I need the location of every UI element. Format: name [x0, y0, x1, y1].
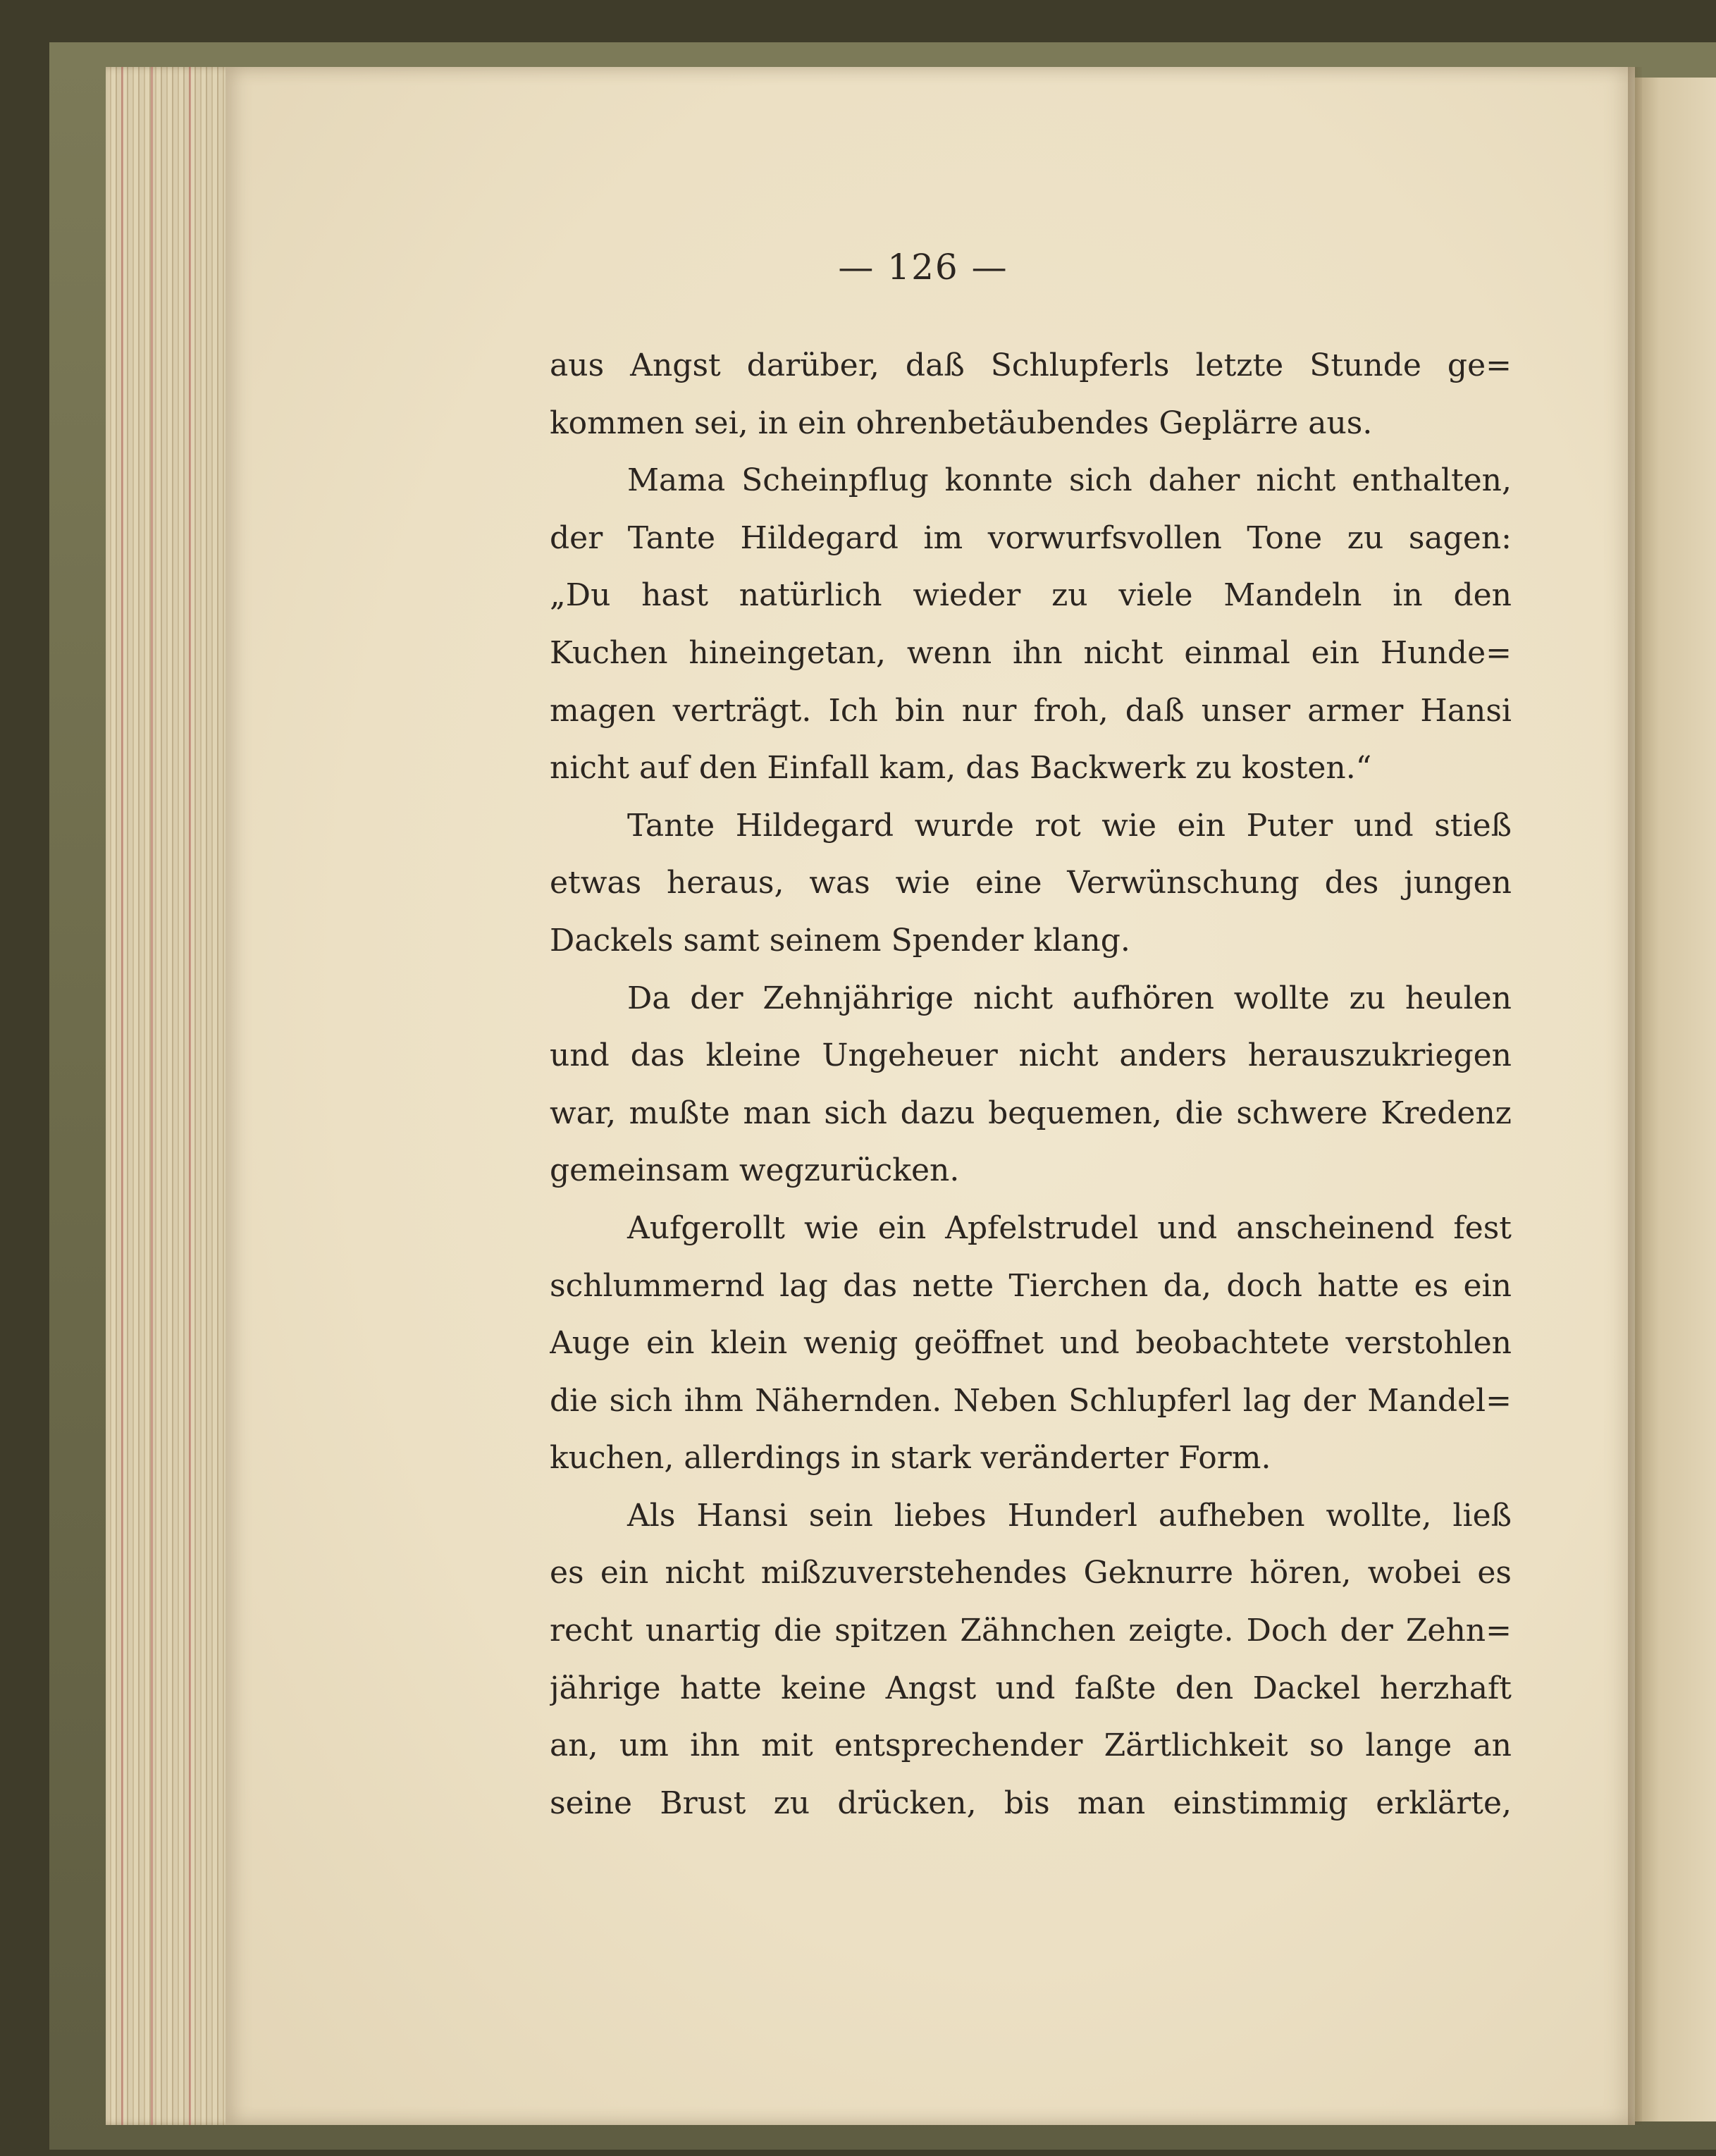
text-line: der Tante Hildegard im vorwurfsvollen Tone zu sagen: [550, 519, 1512, 556]
page-number: — 126 — [838, 247, 1008, 288]
page-body [550, 337, 1512, 1832]
text-line: schlummernd lag das nette Tierchen da, doch hatte es ein [550, 1267, 1512, 1304]
next-page-edge [1635, 78, 1716, 2121]
text-line: es ein nicht mißzuverstehendes Geknurre hören, wobei es [550, 1555, 1512, 1591]
page-gutter [1628, 67, 1642, 2125]
text-line: recht unartig die spitzen Zähnchen zeigte. Doch der Zehn= [550, 1613, 1512, 1649]
text-line: gemeinsam wegzurücken. [550, 1152, 960, 1189]
text-line: Mama Scheinpflug konnte sich daher nicht enthalten, [627, 462, 1512, 499]
text-line: Als Hansi sein liebes Hunderl aufheben wollte, ließ [627, 1497, 1512, 1534]
edge-mark [151, 67, 153, 2125]
text-line: kuchen, allerdings in stark veränderter Form. [550, 1440, 1271, 1477]
text-line: Dackels samt seinem Spender klang. [550, 922, 1130, 959]
page-edges [106, 67, 233, 2125]
edge-mark [189, 67, 191, 2125]
text-line: aus Angst darüber, daß Schlupferls letzte Stunde ge= [550, 347, 1512, 383]
text-line: seine Brust zu drücken, bis man einstimmig erklärte, [550, 1785, 1512, 1821]
text-line: jährige hatte keine Angst und faßte den Dackel herzhaft [550, 1670, 1512, 1706]
text-line: etwas heraus, was wie eine Verwünschung des jungen [550, 865, 1512, 901]
text-line: Kuchen hineingetan, wenn ihn nicht einmal ein Hunde= [550, 634, 1512, 671]
text-line: „Du hast natürlich wieder zu viele Mandeln in den [550, 577, 1512, 614]
text-line: an, um ihn mit entsprechender Zärtlichkeit so lange an [550, 1727, 1512, 1764]
text-line: Da der Zehnjährige nicht aufhören wollte zu heulen [627, 980, 1512, 1016]
text-line: die sich ihm Nähernden. Neben Schlupferl lag der Mandel= [550, 1382, 1512, 1419]
text-line: und das kleine Ungeheuer nicht anders herauszukriegen [550, 1037, 1512, 1074]
text-line: nicht auf den Einfall kam, das Backwerk zu kosten.“ [550, 750, 1372, 787]
text-line: Auge ein klein wenig geöffnet und beobachtete verstohlen [550, 1325, 1512, 1362]
text-line: war, mußte man sich dazu bequemen, die schwere Kredenz [550, 1095, 1512, 1131]
text-line: magen verträgt. Ich bin nur froh, daß unser armer Hansi [550, 692, 1512, 729]
text-line: Tante Hildegard wurde rot wie ein Puter und stieß [627, 807, 1512, 844]
edge-mark [121, 67, 123, 2125]
text-line: kommen sei, in ein ohrenbetäubendes Geplärre aus. [550, 405, 1373, 441]
text-line: Aufgerollt wie ein Apfelstrudel und anscheinend fest [627, 1209, 1512, 1246]
